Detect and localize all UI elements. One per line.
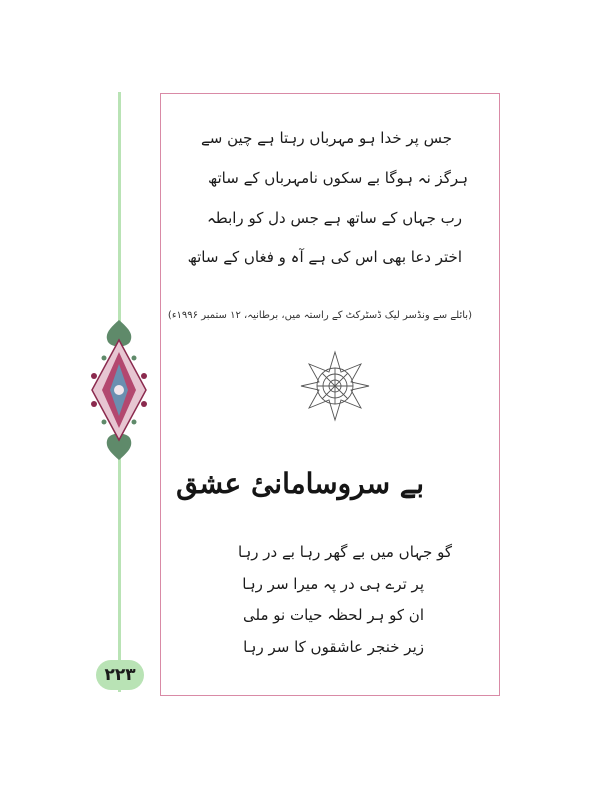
- poem2-line-2: پر ترے ہی در پہ میرا سر رہا: [242, 575, 424, 593]
- poem2-line-4: زیر خنجر عاشقوں کا سر رہا: [243, 638, 424, 656]
- page-number: ۲۲۳: [96, 660, 144, 690]
- poem2-title: بے سروسامانیٔ عشق: [176, 467, 424, 500]
- poem1-line-1: جس پر خدا ہو مہرباں رہتا ہے چین سے: [201, 129, 452, 147]
- poem1-line-3: رب جہاں کے ساتھ ہے جس دل کو رابطہ: [207, 209, 462, 227]
- star-rosette-icon: [299, 350, 371, 422]
- poem1-line-4: اختر دعا بھی اس کی ہے آہ و فغاں کے ساتھ: [187, 248, 462, 266]
- poem2-line-1: گو جہاں میں بے گھر رہا بے در رہا: [237, 543, 452, 561]
- poem1-location-note: (بائلے سے ونڈسر لیک ڈسٹرکٹ کے راستہ میں، برطانیہ، ۱۲ ستمبر ۱۹۹۶ء): [167, 310, 472, 321]
- poem1-line-2: ہرگز نہ ہوگا بے سکوں نامہرباں کے ساتھ: [208, 169, 468, 187]
- poem2-line-3: ان کو ہر لحظہ حیات نو ملی: [242, 606, 424, 624]
- floral-medallion-icon: [84, 318, 154, 462]
